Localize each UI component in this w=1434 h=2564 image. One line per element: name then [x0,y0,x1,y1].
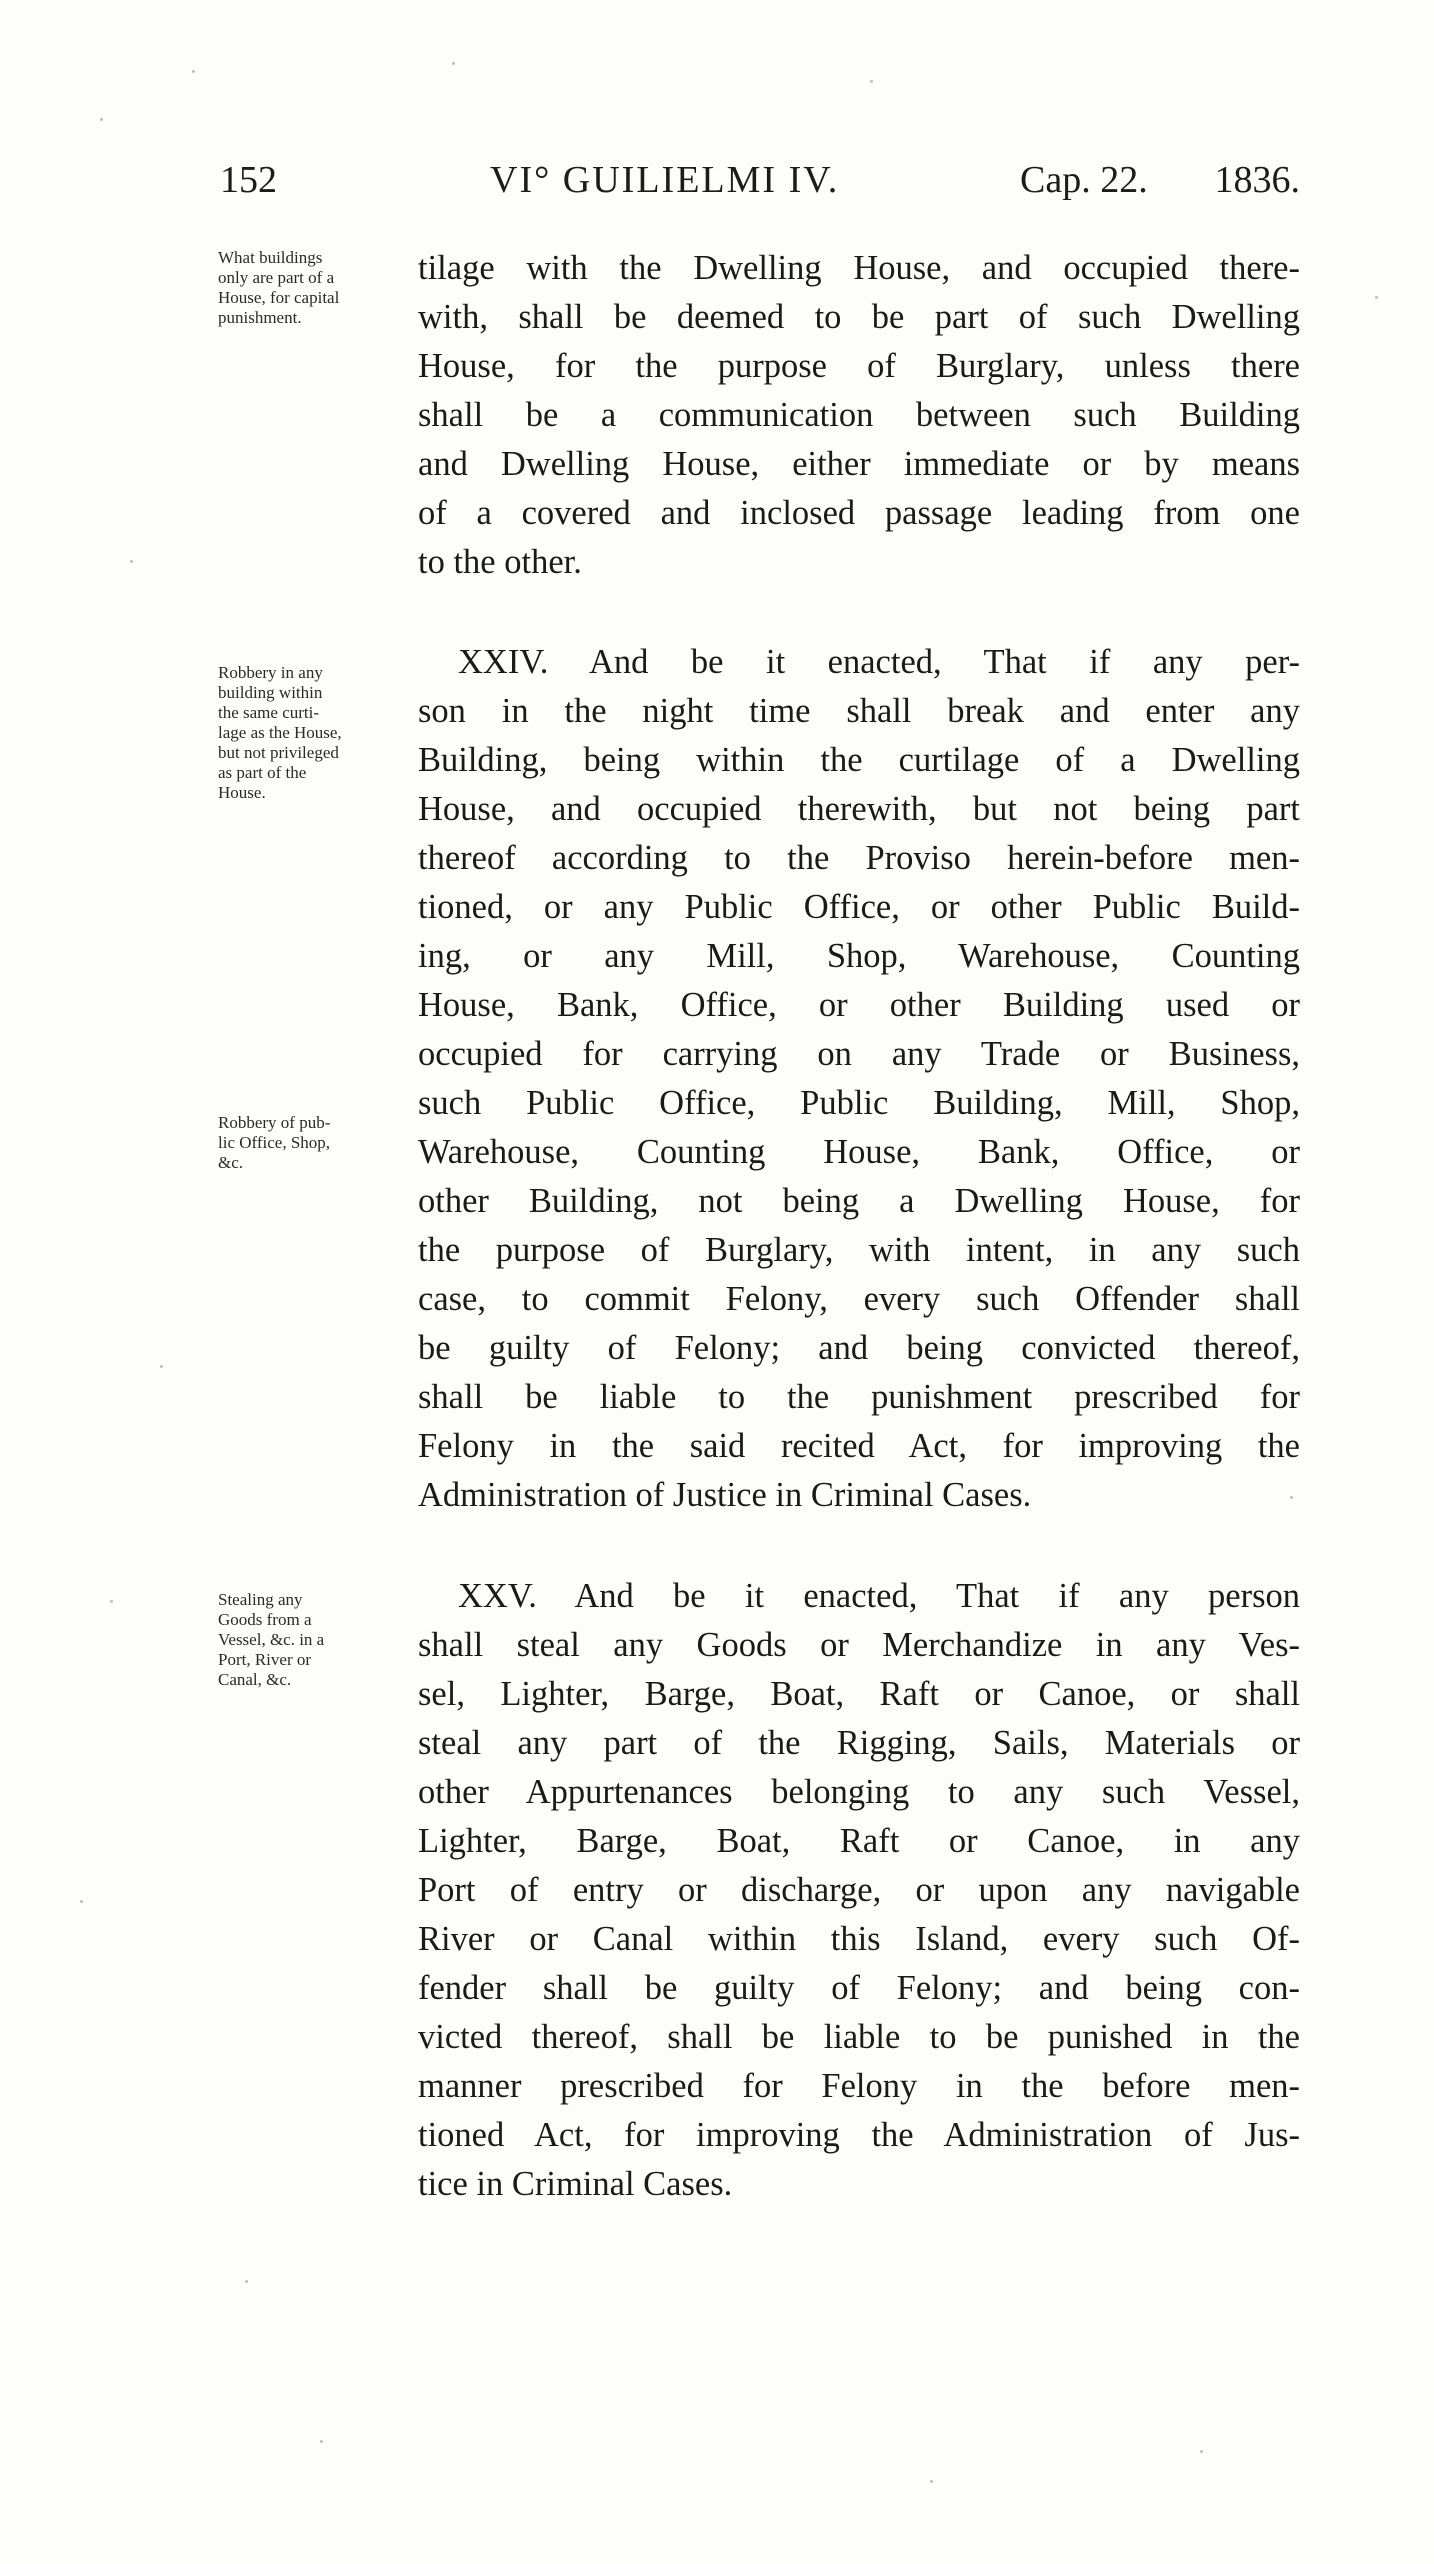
text-line: Building, being within the curtilage of a Dwelling [418,741,1300,779]
text-line: son in the night time shall break and enter any [418,692,1300,730]
scan-speck [1375,296,1378,299]
text-line: steal any part of the Rigging, Sails, Materials or [418,1724,1300,1762]
running-header [220,158,1300,208]
margin-note-stealing-goods [218,1590,386,1690]
text-line: sel, Lighter, Barge, Boat, Raft or Canoe, or shall [418,1675,1300,1713]
section-xxv [418,1572,1300,2209]
section-xxiv [418,638,1300,1520]
text-line: such Public Office, Public Building, Mill, Shop, [418,1084,1300,1122]
text-line: fender shall be guilty of Felony; and being con- [418,1969,1300,2007]
scan-speck [870,80,873,83]
header-year: 1836. [1214,159,1300,201]
text-line: Lighter, Barge, Boat, Raft or Canoe, in any [418,1822,1300,1860]
text-line: tioned, or any Public Office, or other Public Build- [418,888,1300,926]
margin-note-line: punishment. [218,308,302,327]
text-line: be guilty of Felony; and being convicted thereof, [418,1329,1300,1367]
margin-note-line: Robbery of pub- [218,1113,331,1132]
margin-note-line: Port, River or [218,1650,312,1669]
text-line: House, for the purpose of Burglary, unless there [418,347,1300,385]
text-line: shall be liable to the punishment prescribed for [418,1378,1300,1416]
text-line: occupied for carrying on any Trade or Business, [418,1035,1300,1073]
scan-speck [320,2440,323,2443]
margin-note-line: House. [218,783,266,802]
scan-speck [192,70,195,73]
margin-note-robbery-building [218,663,386,803]
text-line: with, shall be deemed to be part of such Dwelling [418,298,1300,336]
text-line: XXIV. And be it enacted, That if any per- [458,643,1300,681]
scan-speck [930,2480,933,2483]
scan-speck [452,62,455,65]
text-line: House, and occupied therewith, but not being part [418,790,1300,828]
text-line: tioned Act, for improving the Administration of Jus- [418,2116,1300,2154]
text-line: Warehouse, Counting House, Bank, Office, or [418,1133,1300,1171]
header-chapter: Cap. 22. [1020,159,1148,201]
margin-note-line: the same curti- [218,703,320,722]
text-line: tilage with the Dwelling House, and occupied there- [418,249,1300,287]
margin-note-line: but not privileged [218,743,339,762]
text-line: victed thereof, shall be liable to be punished in the [418,2018,1300,2056]
text-line: shall steal any Goods or Merchandize in any Ves- [418,1626,1300,1664]
text-line: other Building, not being a Dwelling House, for [418,1182,1300,1220]
text-line: case, to commit Felony, every such Offender shall [418,1280,1300,1318]
margin-note-line: lage as the House, [218,723,342,742]
margin-note-line: Vessel, &c. in a [218,1630,325,1649]
text-line: XXV. And be it enacted, That if any person [458,1577,1300,1615]
text-line: of a covered and inclosed passage leading from one [418,494,1300,532]
margin-note-line: What buildings [218,248,323,267]
header-title: VI° GUILIELMI IV. [490,159,840,201]
text-line: shall be a communication between such Building [418,396,1300,434]
scan-speck [1200,2450,1203,2453]
margin-note-line: Robbery in any [218,663,323,682]
margin-note-line: House, for capital [218,288,340,307]
text-line: other Appurtenances belonging to any such Vessel, [418,1773,1300,1811]
text-line: tice in Criminal Cases. [418,2165,733,2203]
margin-note-line: &c. [218,1153,244,1172]
text-line: to the other. [418,543,582,581]
margin-note-line: building within [218,683,323,702]
text-line: Port of entry or discharge, or upon any navigable [418,1871,1300,1909]
scan-speck [130,560,133,563]
margin-note-buildings [218,248,386,328]
text-line: Administration of Justice in Criminal Cases. [418,1476,1032,1514]
scan-speck [100,118,103,121]
margin-note-line: only are part of a [218,268,335,287]
text-line: ing, or any Mill, Shop, Warehouse, Counting [418,937,1300,975]
margin-note-line: Goods from a [218,1610,312,1629]
text-line: River or Canal within this Island, every such Of- [418,1920,1300,1958]
text-line: and Dwelling House, either immediate or by means [418,445,1300,483]
scan-speck [80,1900,83,1903]
text-line: House, Bank, Office, or other Building used or [418,986,1300,1024]
margin-note-line: lic Office, Shop, [218,1133,331,1152]
margin-note-line: Canal, &c. [218,1670,292,1689]
text-line: manner prescribed for Felony in the before men- [418,2067,1300,2105]
scan-speck [245,2280,248,2283]
paragraph-continuation [418,244,1300,587]
margin-note-line: as part of the [218,763,307,782]
margin-note-robbery-office [218,1113,386,1173]
text-line: thereof according to the Proviso herein-before men- [418,839,1300,877]
margin-note-line: Stealing any [218,1590,303,1609]
scan-speck [1290,1496,1293,1499]
page-number: 152 [220,159,277,201]
text-line: the purpose of Burglary, with intent, in any such [418,1231,1300,1269]
scan-speck [110,1600,113,1603]
text-line: Felony in the said recited Act, for improving the [418,1427,1300,1465]
scan-speck [160,1365,163,1368]
